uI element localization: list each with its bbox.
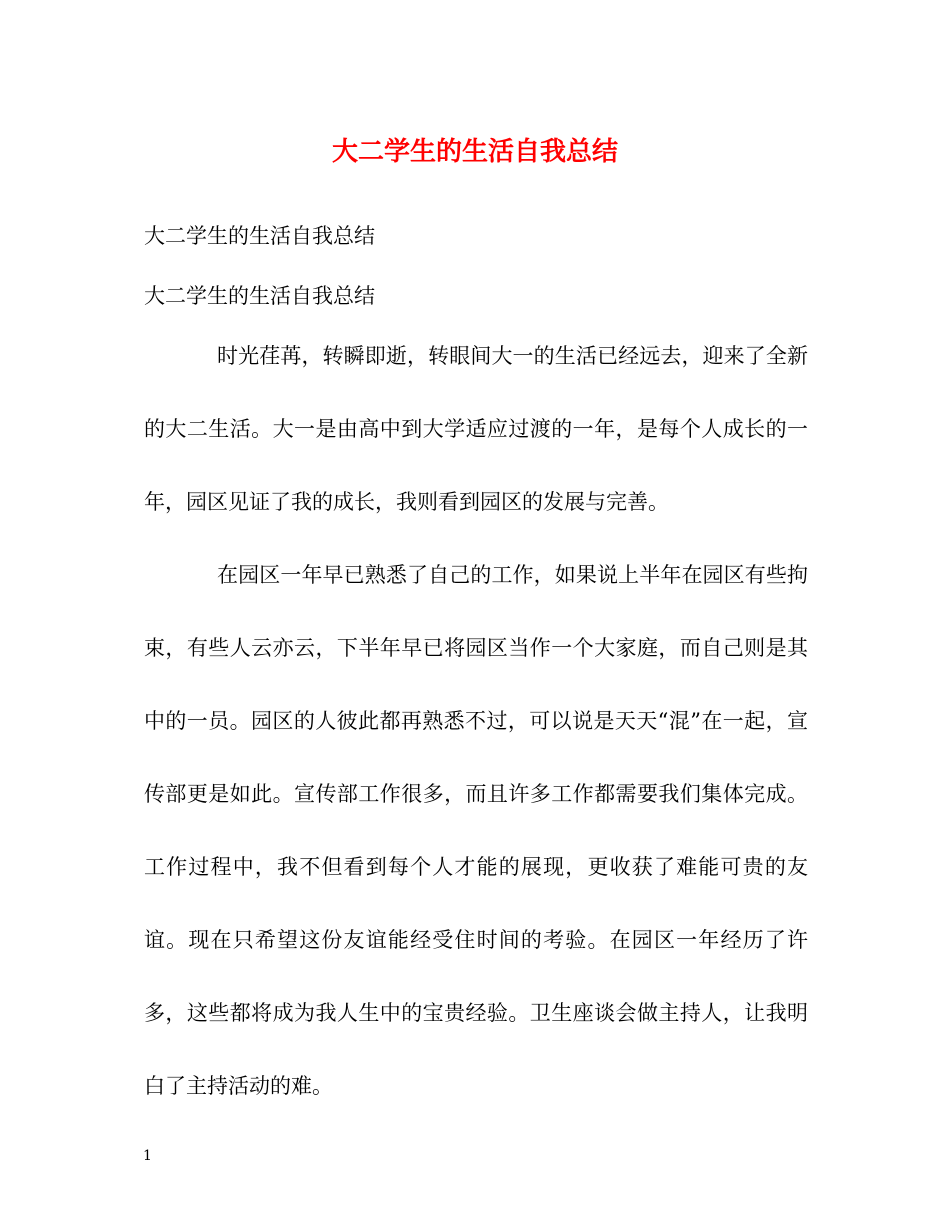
paragraph-2: 在园区一年早已熟悉了自己的工作，如果说上半年在园区有些拘束，有些人云亦云，下半年早已将园区当作一个大家庭，而自己则是其中的一员。园区的人彼此都再熟悉不过，可以说是天天“混”在一起，宣传部更是如此。宣传部工作很多，而且许多工作都需要我们集体完成。工作过程中，我不但看到每个人才能的展现，更收获了难能可贵的友谊。现在只希望这份友谊能经受住时间的考验。在园区一年经历了许多，这些都将成为我人生中的宝贵经验。卫生座谈会做主持人，让我明白了主持活动的难。	[144, 563, 808, 1098]
subheading-1: 大二学生的生活自我总结	[144, 224, 375, 248]
document-title: 大二学生的生活自我总结	[331, 137, 618, 167]
paragraph-1: 时光荏苒，转瞬即逝，转眼间大一的生活已经远去，迎来了全新的大二生活。大一是由高中到大学适应过渡的一年，是每个人成长的一年，园区见证了我的成长，我则看到园区的发展与完善。	[144, 344, 808, 514]
subheading-2: 大二学生的生活自我总结	[144, 284, 375, 308]
page-number: 1	[143, 1148, 152, 1164]
